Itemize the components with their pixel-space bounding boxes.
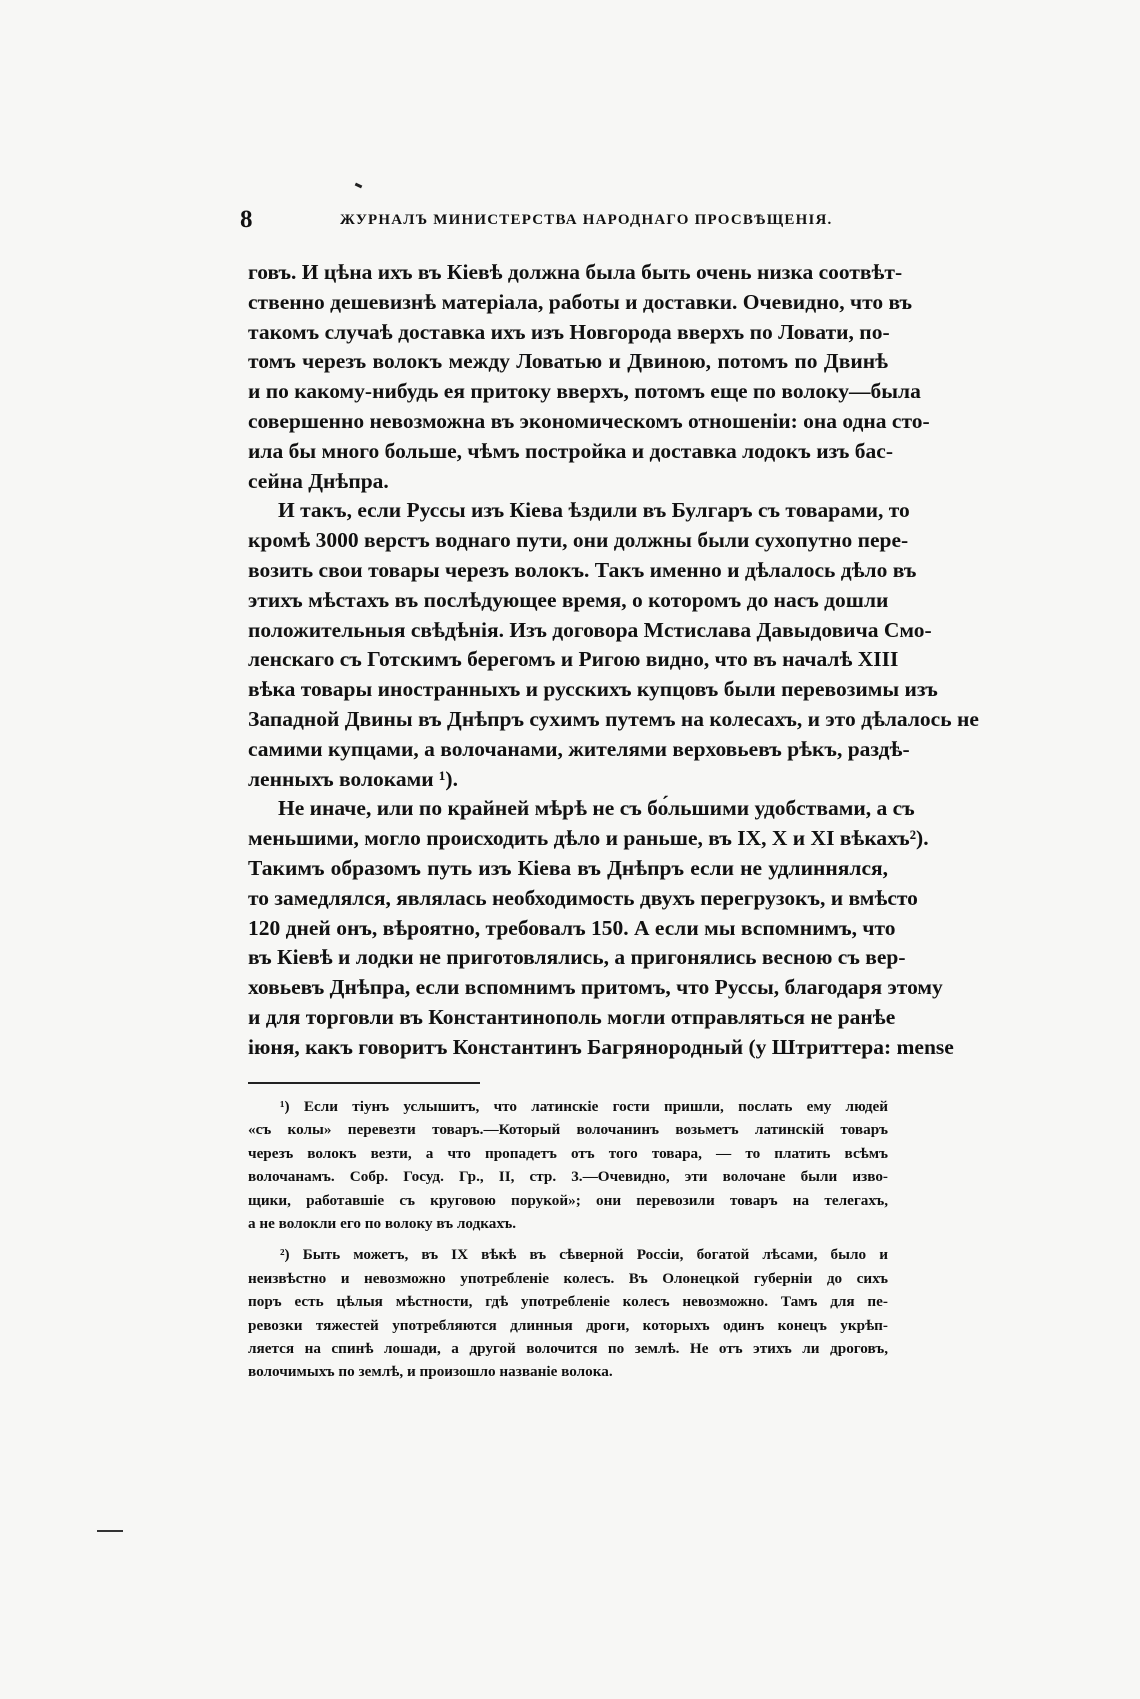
text-line: ила бы много больше, чѣмъ постройка и доставка лодокъ изъ бас- [248, 438, 893, 463]
text-line: самими купцами, а волочанами, жителями верховьевъ рѣкъ, раздѣ- [248, 736, 910, 761]
text-line: іюня, какъ говоритъ Константинъ Багрянородный (у Штриттера: mense [248, 1034, 954, 1059]
text-line: ственно дешевизнѣ матеріала, работы и доставки. Очевидно, что въ [248, 289, 913, 314]
footnote-line: волочанамъ. Собр. Госуд. Гр., II, стр. 3.—Очевидно, эти волочане были изво- [248, 1168, 888, 1186]
text-line: меньшими, могло происходить дѣло и раньше, въ IX, X и XI вѣкахъ²). [248, 826, 929, 851]
text-line: и по какому-нибудь ея притоку вверхъ, потомъ еще по волоку—была [248, 379, 921, 404]
paragraph-3 [248, 794, 954, 1062]
footnote-line: неизвѣстно и невозможно употребленіе колесъ. Въ Олонецкой губерніи до сихъ [248, 1269, 888, 1287]
ink-mark [355, 183, 363, 189]
text-line: кромѣ 3000 верстъ воднаго пути, они должны были сухопутно пере- [248, 528, 909, 553]
text-line: возить свои товары черезъ волокъ. Такъ именно и дѣлалось дѣло въ [248, 557, 917, 582]
footnote-line: а не волокли его по волоку въ лодкахъ. [248, 1214, 517, 1232]
main-text [248, 258, 979, 1063]
text-line: вѣка товары иностранныхъ и русскихъ купцовъ были перевозимы изъ [248, 677, 938, 702]
text-line: ленскаго съ Готскимъ берегомъ и Ригою видно, что въ началѣ XIII [248, 647, 899, 672]
text-line: Не иначе, или по крайней мѣрѣ не съ бо́льшими удобствами, а съ [278, 796, 915, 821]
text-line: совершенно невозможна въ экономическомъ отношеніи: она одна сто- [248, 408, 930, 433]
text-line: и для торговли въ Константинополь могли отправляться не ранѣе [248, 1004, 896, 1029]
footnote-line: ляется на спинѣ лошади, а другой волочится по землѣ. Не отъ этихъ ли дроговъ, [248, 1339, 888, 1357]
text-line: этихъ мѣстахъ въ послѣдующее время, о которомъ до насъ дошли [248, 587, 889, 612]
text-line: Такимъ образомъ путь изъ Кіева въ Днѣпръ если не удлиннялся, [248, 855, 888, 880]
footnote-line: щики, работавшіе съ круговою порукой»; они перевозили товаръ на телегахъ, [248, 1191, 888, 1209]
footnote-divider [248, 1082, 480, 1084]
footnote-line: поръ есть цѣлыя мѣстности, гдѣ употребленіе колесъ невозможно. Тамъ для пе- [248, 1293, 888, 1311]
running-head: ЖУРНАЛЪ МИНИСТЕРСТВА НАРОДНАГО ПРОСВѢЩЕНІЯ. [340, 212, 833, 228]
text-line: Западной Двины въ Днѣпръ сухимъ путемъ на колесахъ, и это дѣлалось не [248, 706, 979, 731]
text-line: 120 дней онъ, вѣроятно, требовалъ 150. А если мы вспомнимъ, что [248, 915, 896, 940]
text-line: такомъ случаѣ доставка ихъ изъ Новгорода вверхъ по Ловати, по- [248, 319, 890, 344]
text-line: сейна Днѣпра. [248, 468, 389, 493]
footnote-line: ¹) Если тіунъ услышитъ, что латинскіе гости пришли, послать ему людей [280, 1098, 888, 1115]
footnote-line: ревозки тяжестей употребляются длинныя дроги, которыхъ одинъ конецъ укрѣп- [248, 1316, 888, 1334]
margin-mark [97, 1530, 123, 1532]
footnote-line: «съ колы» перевезти товаръ.—Который волочанинъ возьметъ латинскій товаръ [248, 1121, 888, 1139]
paragraph-1 [248, 258, 930, 496]
footnotes [248, 1095, 888, 1384]
footnote-1 [248, 1095, 888, 1235]
footnote-line: черезъ волокъ везти, а что пропадетъ отъ того товара, — то платить всѣмъ [248, 1144, 888, 1162]
text-line: ленныхъ волоками ¹). [248, 766, 458, 791]
text-line: то замедлялся, являлась необходимость двухъ перегрузокъ, и вмѣсто [248, 885, 918, 910]
text-line: въ Кіевѣ и лодки не приготовлялись, а пригонялись весною съ вер- [248, 945, 906, 970]
text-line: томъ черезъ волокъ между Ловатью и Двиною, потомъ по Двинѣ [248, 349, 888, 374]
text-line: говъ. И цѣна ихъ въ Кіевѣ должна была быть очень низка соотвѣт- [248, 260, 903, 284]
footnote-line: волочимыхъ по землѣ, и произошло названіе волока. [248, 1363, 613, 1381]
footnote-2 [248, 1243, 888, 1383]
text-line: И такъ, если Руссы изъ Кіева ѣздили въ Булгаръ съ товарами, то [278, 498, 910, 523]
footnote-line: ²) Быть можетъ, въ IX вѣкѣ въ сѣверной Россіи, богатой лѣсами, было и [280, 1246, 888, 1264]
page-number: 8 [240, 206, 253, 233]
page-header [240, 204, 880, 244]
paragraph-2 [248, 496, 979, 794]
text-line: ховьевъ Днѣпра, если вспомнимъ притомъ, что Руссы, благодаря этому [248, 975, 943, 1000]
text-line: положительныя свѣдѣнія. Изъ договора Мстислава Давыдовича Смо- [248, 617, 932, 642]
